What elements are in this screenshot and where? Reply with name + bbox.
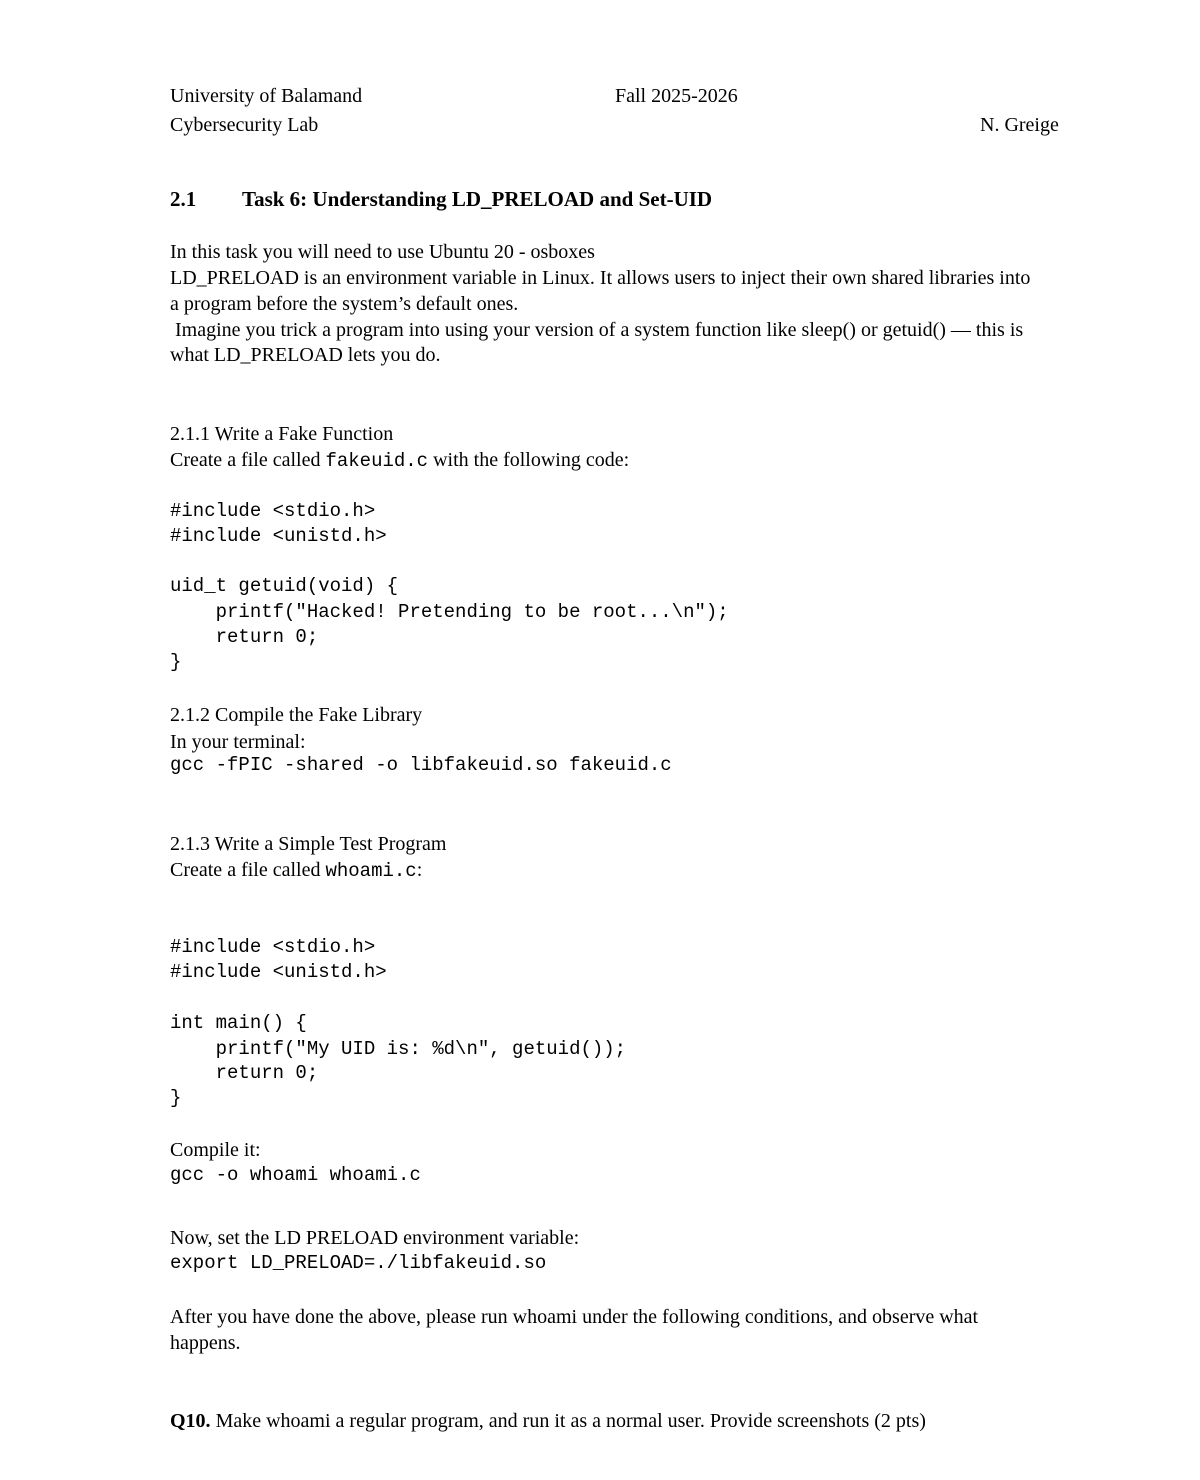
compile-program-command: gcc -o whoami whoami.c <box>170 1164 421 1186</box>
code-line: #include <stdio.h> <box>170 500 376 522</box>
code-line: printf("My UID is: %d\n", getuid()); <box>170 1038 627 1060</box>
filename-whoami: whoami.c <box>325 860 417 882</box>
question-text: Make whoami a regular program, and run it as a normal user. Provide screenshots (2 pts) <box>210 1410 926 1432</box>
intro-line: a program before the system’s default ones. <box>170 293 519 315</box>
code-line: } <box>170 1087 182 1109</box>
section-title: Task 6: Understanding LD_PRELOAD and Set-UID <box>242 187 713 211</box>
preload-label: Now, set the LD PRELOAD environment variable: <box>170 1227 580 1249</box>
code-line: int main() { <box>170 1012 307 1034</box>
step1-instruction: Create a file called fakeuid.c with the following code: <box>170 449 630 472</box>
after-line: happens. <box>170 1332 241 1354</box>
intro-line: Imagine you trick a program into using your version of a system function like sleep() or getuid() — this is <box>170 319 1024 341</box>
code-line: uid_t getuid(void) { <box>170 575 399 597</box>
question-q10 <box>170 1411 926 1431</box>
step2-instruction: In your terminal: <box>170 731 306 753</box>
after-line: After you have done the above, please run whoami under the following conditions, and observe what <box>170 1306 979 1328</box>
section-number: 2.1 <box>170 187 197 211</box>
intro-line: what LD_PRELOAD lets you do. <box>170 344 441 366</box>
step2-heading: 2.1.2 Compile the Fake Library <box>170 704 423 726</box>
code-line: #include <stdio.h> <box>170 936 376 958</box>
compile-library-command: gcc -fPIC -shared -o libfakeuid.so fakeuid.c <box>170 754 672 776</box>
intro-line: LD_PRELOAD is an environment variable in Linux. It allows users to inject their own shared libraries into <box>170 267 1031 289</box>
step3-instruction: Create a file called whoami.c: <box>170 859 423 882</box>
code-line: #include <unistd.h> <box>170 961 387 983</box>
term: Fall 2025-2026 <box>615 85 738 107</box>
code-line: printf("Hacked! Pretending to be root...\n"); <box>170 601 729 623</box>
course-name: Cybersecurity Lab <box>170 114 319 136</box>
step3-heading: 2.1.3 Write a Simple Test Program <box>170 833 447 855</box>
instructor-name: N. Greige <box>980 114 1059 136</box>
question-label: Q10. <box>170 1410 211 1432</box>
preload-command: export LD_PRELOAD=./libfakeuid.so <box>170 1252 547 1274</box>
university-name: University of Balamand <box>170 85 363 107</box>
code-line: } <box>170 651 182 673</box>
compile-label: Compile it: <box>170 1139 261 1161</box>
step1-heading: 2.1.1 Write a Fake Function <box>170 423 394 445</box>
code-line: return 0; <box>170 1062 319 1084</box>
filename-fakeuid: fakeuid.c <box>325 450 429 472</box>
code-line: #include <unistd.h> <box>170 525 387 547</box>
intro-line: In this task you will need to use Ubuntu 20 - osboxes <box>170 241 595 263</box>
code-line: return 0; <box>170 626 319 648</box>
